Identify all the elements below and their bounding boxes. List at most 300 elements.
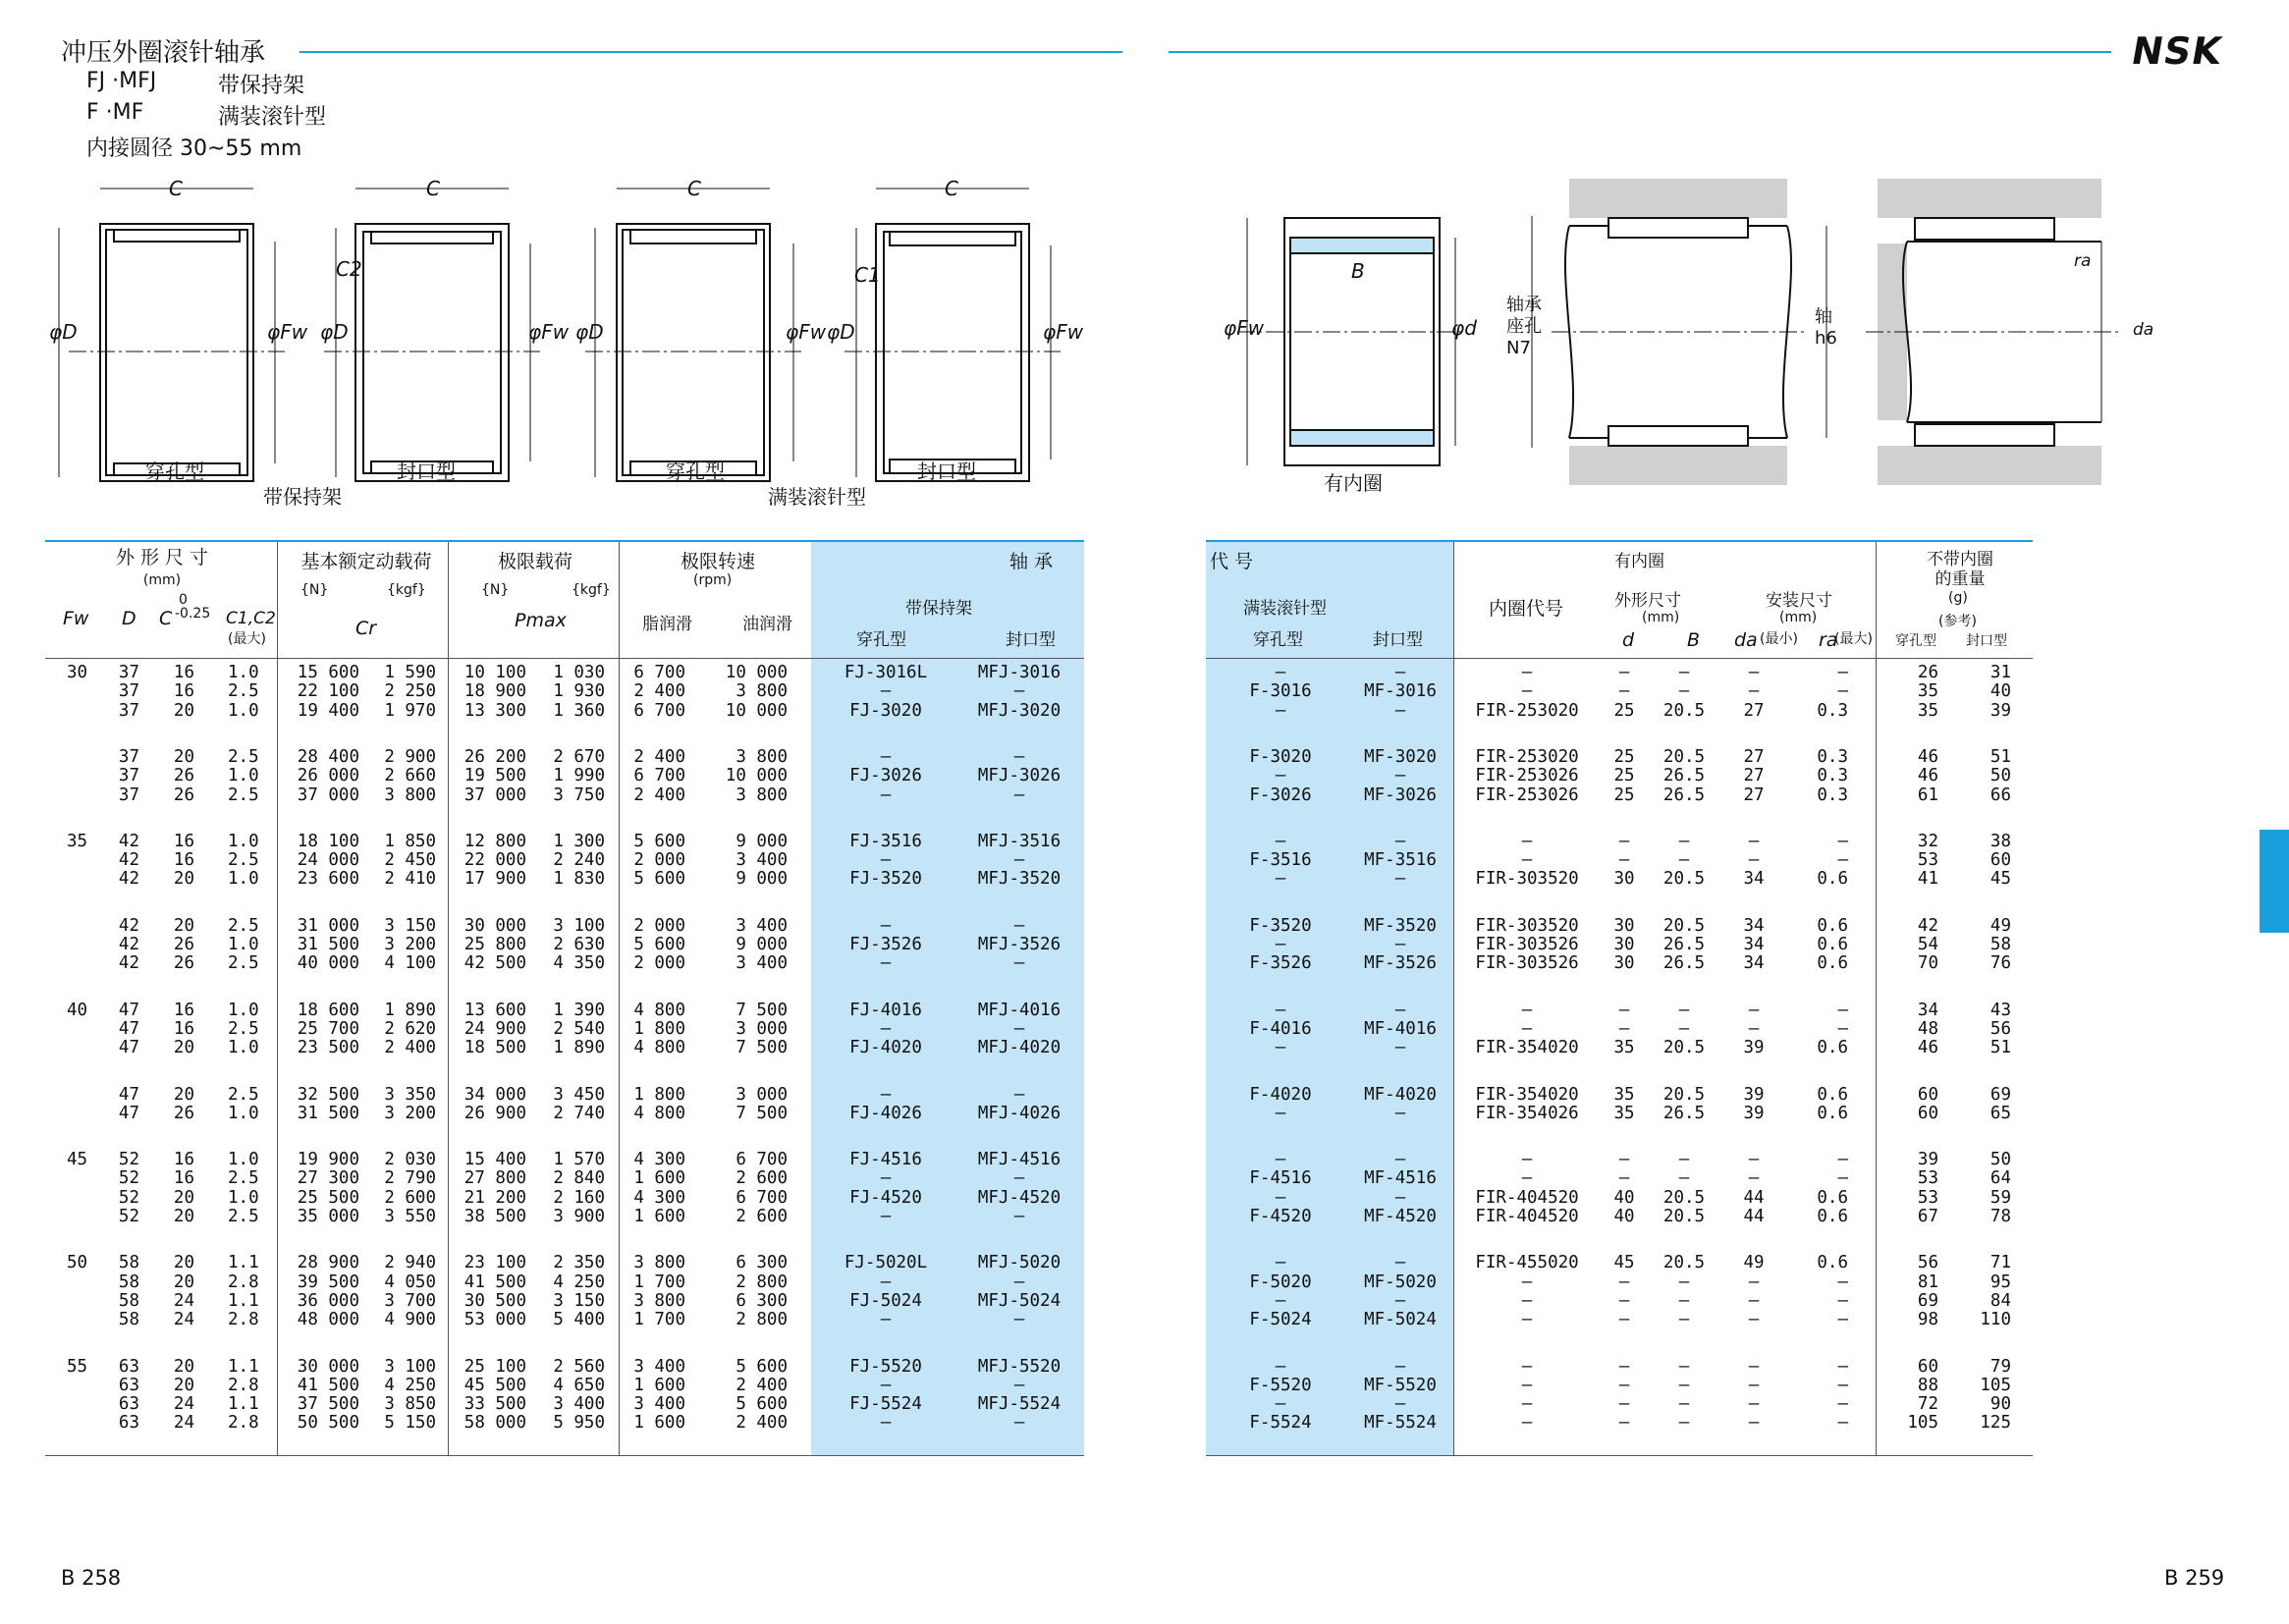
table-cell: 2 600: [384, 1187, 436, 1208]
table-cell: 5 600: [633, 935, 685, 954]
table-cell: —: [1275, 663, 1286, 682]
table-cell: 58: [118, 1310, 139, 1330]
table-cell: 2 400: [384, 1038, 436, 1058]
table-cell: 5 600: [633, 869, 685, 890]
table-cell: 31 000: [297, 915, 359, 936]
table-cell: 31 500: [297, 935, 359, 954]
table-cell: —: [1275, 766, 1286, 786]
table-cell: 47: [118, 1038, 139, 1058]
table-cell: 1.0: [228, 869, 259, 890]
table-cell: F-5024: [1249, 1310, 1312, 1330]
th-ll-unit-kgf: {kgf}: [572, 582, 611, 598]
table-cell: 16: [173, 1150, 194, 1170]
table-cell: 30 000: [297, 1356, 359, 1377]
table-row: [0, 936, 2289, 954]
table-cell: 2 560: [553, 1356, 605, 1377]
table-cell: FJ-5524: [849, 1394, 922, 1415]
table-cell: 42 500: [463, 953, 526, 974]
table-cell: MF-5520: [1364, 1375, 1437, 1395]
table-cell: 2.8: [228, 1272, 259, 1292]
table-cell: —: [880, 953, 892, 974]
table-cell: 1 970: [384, 700, 436, 721]
table-row: [0, 1020, 2289, 1039]
table-cell: 20: [173, 915, 194, 936]
table-cell: 1.0: [228, 700, 259, 721]
table-cell: 50: [1989, 1150, 2011, 1170]
table-cell: 39: [1743, 1103, 1765, 1123]
table-cell: 70: [1917, 953, 1938, 974]
table-cell: F-4016: [1249, 1018, 1312, 1039]
table-cell: —: [1618, 1272, 1630, 1292]
label-phi-fw-1: φFw: [267, 320, 308, 344]
table-cell: 0.3: [1817, 700, 1848, 721]
table-cell: 2 400: [736, 1375, 788, 1395]
table-cell: 3 400: [633, 1356, 685, 1377]
table-cell: 27: [1743, 766, 1765, 786]
th-fw: Fw: [63, 608, 89, 629]
table-cell: 16: [173, 831, 194, 851]
table-cell: MFJ-5520: [977, 1356, 1062, 1377]
table-cell: 2 600: [736, 1207, 788, 1226]
table-cell: 105: [1980, 1375, 2011, 1395]
table-row: [0, 1086, 2289, 1105]
table-cell: 2 410: [384, 869, 436, 890]
th-open: 穿孔型: [856, 630, 906, 650]
table-cell: —: [1837, 1000, 1848, 1020]
table-cell: 25: [1613, 785, 1635, 805]
table-cell: 3 000: [736, 1018, 788, 1039]
table-cell: 38: [1989, 831, 2011, 851]
table-cell: F-3020: [1249, 746, 1312, 767]
table-cell: 1.1: [228, 1394, 259, 1415]
table-cell: —: [1521, 663, 1533, 682]
table-cell: 3 900: [553, 1207, 605, 1226]
table-cell: 2.5: [228, 681, 259, 702]
bore-range: 内接圆径 30~55 mm: [86, 136, 302, 161]
table-cell: —: [880, 1413, 892, 1434]
table-row: [0, 1311, 2289, 1329]
table-cell: —: [1678, 681, 1690, 702]
table-cell: —: [1678, 1018, 1690, 1039]
table-cell: —: [880, 785, 892, 805]
table-cell: —: [1837, 1018, 1848, 1039]
table-cell: —: [1013, 1413, 1025, 1434]
table-cell: 34: [1743, 953, 1765, 974]
table-cell: 34: [1743, 935, 1765, 954]
th-caged: 带保持架: [905, 599, 972, 619]
table-cell: 3 800: [736, 785, 788, 805]
table-cell: 98: [1917, 1310, 1938, 1330]
table-cell: 39: [1989, 700, 2011, 721]
table-cell: —: [1394, 1150, 1406, 1170]
table-cell: 20: [173, 700, 194, 721]
table-cell: 1 600: [633, 1413, 685, 1434]
table-cell: F-5520: [1249, 1375, 1312, 1395]
table-cell: 2 400: [633, 785, 685, 805]
th-closed-r: 封口型: [1373, 630, 1423, 650]
table-cell: 66: [1989, 785, 2011, 805]
table-cell: 0.6: [1817, 935, 1848, 954]
table-cell: —: [1275, 1394, 1286, 1415]
table-cell: —: [1394, 1290, 1406, 1311]
table-cell: 3 400: [553, 1394, 605, 1415]
table-cell: 26.5: [1662, 953, 1706, 974]
table-cell: 30: [1613, 935, 1635, 954]
table-cell: —: [880, 1207, 892, 1226]
table-cell: —: [1275, 1150, 1286, 1170]
table-cell: —: [1521, 831, 1533, 851]
table-cell: 63: [118, 1394, 139, 1415]
table-cell: —: [1013, 953, 1025, 974]
table-cell: 3 400: [736, 915, 788, 936]
table-cell: 4 900: [384, 1310, 436, 1330]
table-cell: 0.3: [1817, 746, 1848, 767]
table-cell: —: [1521, 850, 1533, 871]
table-cell: 3 450: [553, 1084, 605, 1105]
table-cell: 90: [1989, 1394, 2011, 1415]
table-cell: 45 500: [463, 1375, 526, 1395]
table-cell: 53 000: [463, 1310, 526, 1330]
table-cell: 52: [118, 1207, 139, 1226]
table-cell: 26: [173, 935, 194, 954]
table-cell: 20: [173, 869, 194, 890]
table-cell: FJ-4020: [849, 1038, 922, 1058]
table-cell: 25 500: [297, 1187, 359, 1208]
table-cell: —: [1748, 850, 1760, 871]
table-cell: 54: [1917, 935, 1938, 954]
table-cell: 5 150: [384, 1413, 436, 1434]
table-cell: FIR-354020: [1475, 1038, 1579, 1058]
table-cell: 19 500: [463, 766, 526, 786]
th-pmax: Pmax: [515, 610, 567, 631]
table-cell: FJ-4026: [849, 1103, 922, 1123]
table-cell: MFJ-4516: [977, 1150, 1062, 1170]
table-cell: FIR-303520: [1475, 869, 1579, 890]
table-cell: —: [1618, 1150, 1630, 1170]
table-cell: F-3016: [1249, 681, 1312, 702]
table-cell: 25: [1613, 700, 1635, 721]
table-cell: 6 300: [736, 1290, 788, 1311]
table-cell: 2 600: [736, 1168, 788, 1189]
table-cell: —: [1394, 869, 1406, 890]
label-c-3: C: [687, 177, 701, 200]
table-cell: —: [1521, 1018, 1533, 1039]
table-cell: MFJ-5524: [977, 1394, 1062, 1415]
table-cell: 56: [1989, 1018, 2011, 1039]
table-cell: 3 400: [633, 1394, 685, 1415]
table-cell: 46: [1917, 766, 1938, 786]
cell-fw: 50: [67, 1253, 88, 1273]
table-cell: 41: [1917, 869, 1938, 890]
table-cell: —: [1394, 1103, 1406, 1123]
table-cell: 2 400: [736, 1413, 788, 1434]
table-cell: MF-3526: [1364, 953, 1437, 974]
table-cell: 20: [173, 1187, 194, 1208]
table-row: [0, 1414, 2289, 1433]
table-row: [0, 1395, 2289, 1414]
table-cell: —: [1678, 1168, 1690, 1189]
th-b: B: [1687, 629, 1701, 651]
table-cell: 6 700: [736, 1150, 788, 1170]
table-cell: 3 850: [384, 1394, 436, 1415]
table-cell: 1.0: [228, 663, 259, 682]
table-cell: F-3026: [1249, 785, 1312, 805]
table-cell: —: [1013, 1084, 1025, 1105]
table-cell: 4 650: [553, 1375, 605, 1395]
table-cell: 53: [1917, 1168, 1938, 1189]
table-cell: FIR-404520: [1475, 1187, 1579, 1208]
th-closed: 封口型: [1006, 630, 1056, 650]
table-cell: 1 990: [553, 766, 605, 786]
label-phi-fw-4: φFw: [1043, 320, 1084, 344]
table-cell: 27 300: [297, 1168, 359, 1189]
table-cell: 0.6: [1817, 1207, 1848, 1226]
th-max: (最大): [228, 631, 266, 647]
table-row: [0, 851, 2289, 870]
table-cell: 12 800: [463, 831, 526, 851]
table-cell: 1 890: [384, 1000, 436, 1020]
table-cell: 46: [1917, 1038, 1938, 1058]
table-cell: 37: [118, 663, 139, 682]
table-cell: F-3526: [1249, 953, 1312, 974]
table-cell: 64: [1989, 1168, 2011, 1189]
table-cell: 1 700: [633, 1272, 685, 1292]
table-cell: FIR-253020: [1475, 700, 1579, 721]
th-speed: 极限转速: [680, 551, 755, 572]
table-cell: —: [1275, 1000, 1286, 1020]
table-cell: FJ-3520: [849, 869, 922, 890]
table-cell: 1 890: [553, 1038, 605, 1058]
table-cell: 58: [1989, 935, 2011, 954]
table-cell: —: [1275, 700, 1286, 721]
table-cell: 2 450: [384, 850, 436, 871]
table-cell: 40: [1989, 681, 2011, 702]
table-cell: 24: [173, 1310, 194, 1330]
table-cell: 2 660: [384, 766, 436, 786]
table-cell: —: [1013, 1207, 1025, 1226]
th-da-min: (最小): [1760, 631, 1798, 647]
table-cell: 13 600: [463, 1000, 526, 1020]
table-cell: 53: [1917, 1187, 1938, 1208]
table-cell: 37: [118, 746, 139, 767]
table-cell: —: [1275, 1187, 1286, 1208]
table-cell: 25 800: [463, 935, 526, 954]
table-cell: —: [880, 1272, 892, 1292]
table-cell: 37: [118, 700, 139, 721]
table-cell: —: [1275, 869, 1286, 890]
table-cell: 51: [1989, 1038, 2011, 1058]
table-cell: 47: [118, 1084, 139, 1105]
page-number-right: B 259: [2164, 1566, 2225, 1590]
table-cell: 4 350: [553, 953, 605, 974]
table-cell: 3 150: [553, 1290, 605, 1311]
table-cell: 44: [1743, 1207, 1765, 1226]
table-cell: 1.0: [228, 1150, 259, 1170]
table-cell: 18 100: [297, 831, 359, 851]
th-d-small: d: [1622, 629, 1635, 651]
table-cell: 67: [1917, 1207, 1938, 1226]
th-ref: (参考): [1938, 614, 1977, 629]
table-cell: 35: [1917, 681, 1938, 702]
table-cell: 25 700: [297, 1018, 359, 1039]
table-cell: FIR-404520: [1475, 1207, 1579, 1226]
th-grease: 脂润滑: [642, 615, 692, 634]
table-cell: 1.0: [228, 1000, 259, 1020]
table-cell: 2 800: [736, 1310, 788, 1330]
th-ra: ra: [1819, 629, 1838, 651]
table-cell: 26: [1917, 663, 1938, 682]
table-cell: —: [1837, 831, 1848, 851]
table-cell: MFJ-4520: [977, 1187, 1062, 1208]
table-cell: 88: [1917, 1375, 1938, 1395]
table-cell: —: [1521, 1168, 1533, 1189]
table-cell: 42: [118, 915, 139, 936]
table-cell: 37: [118, 766, 139, 786]
table-cell: 48 000: [297, 1310, 359, 1330]
table-cell: FIR-354020: [1475, 1084, 1579, 1105]
table-cell: 26 000: [297, 766, 359, 786]
table-cell: FJ-3526: [849, 935, 922, 954]
table-cell: FIR-455020: [1475, 1253, 1579, 1273]
table-cell: —: [1837, 681, 1848, 702]
table-cell: 3 400: [736, 850, 788, 871]
table-cell: 84: [1989, 1290, 2011, 1311]
table-cell: MF-3026: [1364, 785, 1437, 805]
table-cell: 0.6: [1817, 869, 1848, 890]
table-cell: 24: [173, 1290, 194, 1311]
table-cell: 42: [118, 831, 139, 851]
table-row: [0, 767, 2289, 785]
table-cell: 1 600: [633, 1375, 685, 1395]
table-cell: —: [1678, 1272, 1690, 1292]
table-cell: 81: [1917, 1272, 1938, 1292]
th-da: da: [1734, 629, 1758, 651]
table-cell: MF-3516: [1364, 850, 1437, 871]
table-cell: MFJ-3526: [977, 935, 1062, 954]
th-dims2: 外形尺寸: [1614, 591, 1681, 611]
table-cell: 69: [1989, 1084, 2011, 1105]
table-cell: 20: [173, 1207, 194, 1226]
table-cell: FIR-253026: [1475, 766, 1579, 786]
table-cell: —: [1678, 1413, 1690, 1434]
table-cell: 2 400: [633, 746, 685, 767]
type-code-caged: FJ ·MFJ: [86, 69, 157, 93]
table-cell: 41 500: [463, 1272, 526, 1292]
table-cell: —: [1837, 1272, 1848, 1292]
table-cell: —: [1394, 1253, 1406, 1273]
table-cell: 2 840: [553, 1168, 605, 1189]
table-cell: 20: [173, 1272, 194, 1292]
table-cell: 4 050: [384, 1272, 436, 1292]
table-cell: 47: [118, 1000, 139, 1020]
table-cell: —: [1618, 663, 1630, 682]
table-cell: F-3516: [1249, 850, 1312, 871]
table-cell: —: [1275, 1290, 1286, 1311]
section-tab[interactable]: [2260, 830, 2289, 933]
th-with-inner: 有内圈: [1614, 552, 1664, 571]
brand-logo: NSK: [2128, 29, 2226, 73]
table-cell: 0.6: [1817, 1103, 1848, 1123]
table-row: [0, 1208, 2289, 1226]
table-cell: FIR-253020: [1475, 746, 1579, 767]
table-cell: 24 900: [463, 1018, 526, 1039]
table-cell: 2.5: [228, 785, 259, 805]
table-cell: 16: [173, 663, 194, 682]
table-cell: 2.5: [228, 1018, 259, 1039]
table-cell: 4 250: [553, 1272, 605, 1292]
table-cell: 79: [1989, 1356, 2011, 1377]
th-oil: 油润滑: [742, 615, 792, 634]
table-cell: FJ-3020: [849, 700, 922, 721]
table-cell: 33 500: [463, 1394, 526, 1415]
table-cell: 3 550: [384, 1207, 436, 1226]
table-cell: —: [1618, 1310, 1630, 1330]
table-cell: 26: [173, 1103, 194, 1123]
table-cell: 3 200: [384, 1103, 436, 1123]
th-c: C: [159, 608, 173, 629]
table-cell: MF-3020: [1364, 746, 1437, 767]
table-cell: —: [1837, 850, 1848, 871]
table-cell: 20.5: [1662, 700, 1706, 721]
table-cell: FIR-253026: [1475, 785, 1579, 805]
table-cell: 20: [173, 1375, 194, 1395]
table-cell: —: [1013, 785, 1025, 805]
table-cell: —: [1748, 1310, 1760, 1330]
label-ra: ra: [2074, 251, 2092, 271]
table-cell: 20: [173, 746, 194, 767]
table-cell: 3 100: [384, 1356, 436, 1377]
table-cell: 42: [1917, 915, 1938, 936]
table-cell: 17 900: [463, 869, 526, 890]
table-cell: 34: [1743, 869, 1765, 890]
table-cell: MFJ-4026: [977, 1103, 1062, 1123]
table-row: [0, 1169, 2289, 1188]
table-cell: —: [1748, 681, 1760, 702]
table-cell: 1.0: [228, 1187, 259, 1208]
table-cell: —: [1394, 935, 1406, 954]
th-d: D: [122, 608, 136, 629]
table-cell: 52: [118, 1150, 139, 1170]
table-cell: —: [1618, 1356, 1630, 1377]
table-cell: 3 750: [553, 785, 605, 805]
th-c-tol-top: 0: [179, 592, 188, 608]
table-cell: 2.5: [228, 1084, 259, 1105]
table-cell: 28 400: [297, 746, 359, 767]
label-shaft: 轴 h6: [1815, 306, 1837, 349]
table-cell: 45: [1989, 869, 2011, 890]
table-cell: 42: [118, 850, 139, 871]
table-cell: 2 540: [553, 1018, 605, 1039]
table-cell: 58: [118, 1272, 139, 1292]
table-cell: —: [1013, 746, 1025, 767]
th-install-unit: (mm): [1779, 610, 1818, 625]
table-cell: 26.5: [1662, 935, 1706, 954]
table-row: [0, 1189, 2289, 1208]
table-cell: 63: [118, 1413, 139, 1434]
type-desc-full: 满装滚针型: [218, 105, 327, 130]
table-cell: 19 400: [297, 700, 359, 721]
table-cell: —: [1748, 1394, 1760, 1415]
table-cell: 3 000: [736, 1084, 788, 1105]
table-cell: 5 400: [553, 1310, 605, 1330]
table-cell: 2 030: [384, 1150, 436, 1170]
table-cell: 20.5: [1662, 1187, 1706, 1208]
label-full-complement: 满装滚针型: [768, 485, 866, 509]
table-row: [0, 786, 2289, 805]
th-ra-max: (最大): [1834, 631, 1873, 647]
table-cell: 28 900: [297, 1253, 359, 1273]
table-cell: —: [1275, 935, 1286, 954]
